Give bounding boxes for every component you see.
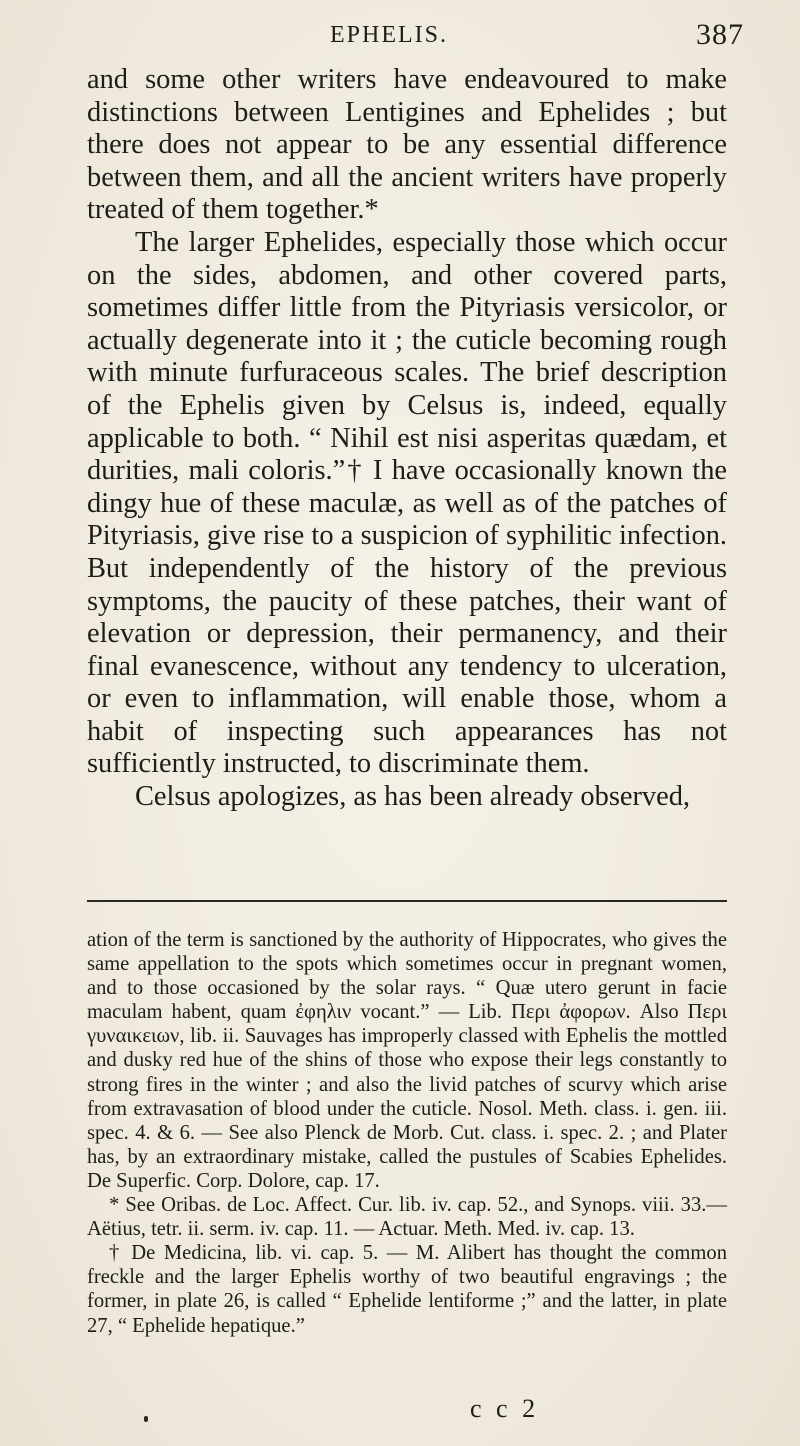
- main-text: [87, 64, 727, 814]
- ink-speck: [144, 1416, 148, 1422]
- footnote-dagger: † De Medicina, lib. vi. cap. 5. — M. Alibert has thought the common freckle and the larger Ephelis worthy of two beautiful engravings ; the former, in plate 26, is called “ Ephelide lentiforme ;” and the latter, in plate 27, “ Ephelide hepatique.”: [87, 1242, 727, 1337]
- footnotes: [87, 928, 727, 1338]
- signature-mark-cc2: c c 2: [470, 1394, 540, 1423]
- running-title: EPHELIS.: [330, 22, 448, 48]
- paragraph-larger-ephelides: The larger Ephelides, especially those which occur on the sides, abdomen, and other covered parts, sometimes differ little from the Pityriasis versicolor, or actually degenerate into it ; the cuticle becoming rough with minute furfuraceous scales. The brief description of the Ephelis given by Celsus is, indeed, equally applicable to both. “ Nihil est nisi asperitas quædam, et durities, mali coloris.”† I have occasionally known the dingy hue of these maculæ, as well as of the patches of Pityriasis, give rise to a suspicion of syphilitic infection. But independently of the history of the previous symptoms, the paucity of these patches, their want of elevation or depression, their permanency, and their final evanescence, without any tendency to ulceration, or even to inflammation, will enable those, whom a habit of inspecting such appearances has not sufficiently instructed, to discriminate them.: [87, 226, 727, 780]
- footnote-continued: ation of the term is sanctioned by the authority of Hippocrates, who gives the same appellation to the spots which sometimes occur in pregnant women, and to those occasioned by the solar rays. “ Quæ utero gerunt in facie maculam habent, quam ἐφηλιν vocant.” — Lib. Περι ἀφορων. Also Περι γυναικειων, lib. ii. Sauvages has improperly classed with Ephelis the mottled and dusky red hue of the shins of those who expose their legs constantly to strong fires in the winter ; and also the livid patches of scurvy which arise from extravasation of blood under the cuticle. Nosol. Meth. class. i. gen. iii. spec. 4. & 6. — See also Plenck de Morb. Cut. class. i. spec. 2. ; and Plater has, by an extraordinary mistake, called the pustules of Scabies Ephelides. De Superfic. Corp. Dolore, cap. 17.: [87, 929, 727, 1192]
- page-number: 387: [696, 18, 744, 51]
- footnote-asterisk: * See Oribas. de Loc. Affect. Cur. lib. iv. cap. 52., and Synops. viii. 33.— Aëtius, tetr. ii. serm. iv. cap. 11. — Actuar. Meth. Med. iv. cap. 13.: [87, 1194, 727, 1241]
- footnote-divider: [87, 900, 727, 902]
- paragraph-continued: and some other writers have endeavoured to make distinctions between Lentigines and Ephelides ; but there does not appear to be any essential difference between them, and all the ancient writers have properly treated of them together.*: [87, 64, 727, 226]
- running-head: [0, 12, 800, 52]
- paragraph-celsus: Celsus apologizes, as has been already observed,: [135, 781, 691, 813]
